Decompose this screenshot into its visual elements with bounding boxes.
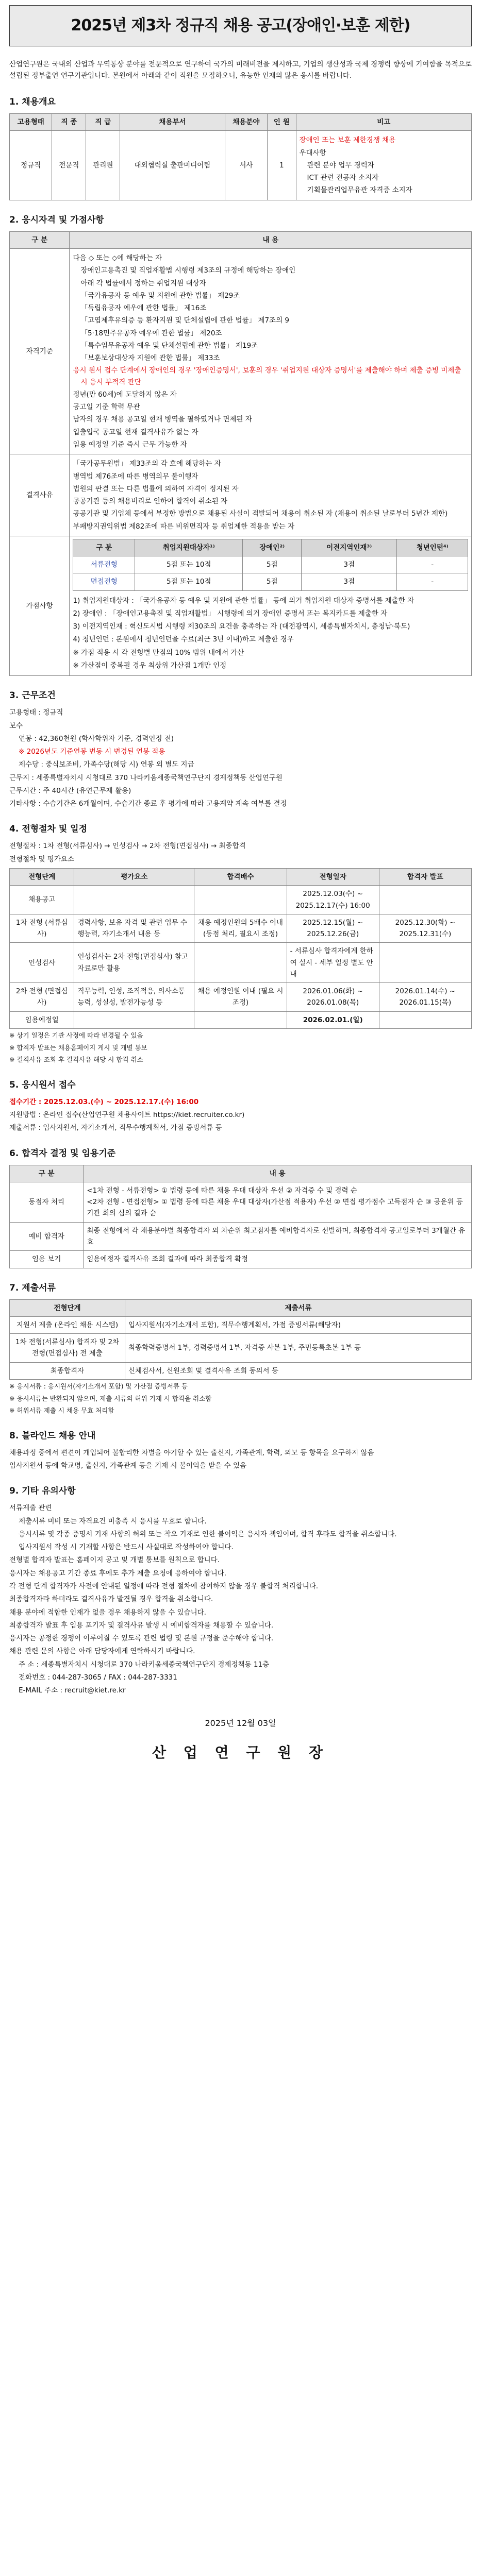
- table-cell: 1: [268, 131, 296, 200]
- table-header: 구 분: [10, 1165, 84, 1182]
- table-header: 전형일자: [287, 868, 379, 885]
- table-cell: 직무능력, 인성, 조직적응, 의사소통능력, 성실성, 발전가능성 등: [74, 983, 194, 1012]
- table-cell: [74, 1011, 194, 1028]
- table-cell: [194, 1011, 287, 1028]
- table-cell: 2025.12.30(화) ~ 2025.12.31(수): [379, 914, 471, 943]
- table-cell: 관리원: [86, 131, 120, 200]
- table-row: [10, 1222, 472, 1251]
- table-cell: 3점: [302, 556, 397, 573]
- section-heading: 5. 응시원서 접수: [9, 1079, 76, 1090]
- table-row: [10, 1316, 472, 1333]
- intro-paragraph: 산업연구원은 국내외 산업과 무역통상 분야를 전문적으로 연구하여 국가의 미래비전을 제시하고, 기업의 생산성과 국제 경쟁력 향상에 기여함을 목적으로 설립된 정부출연 연구기관입니다. 본원에서 아래와 같이 직원을 모집하오니, 유능한 인재의 많은 응시를 바랍니다.: [9, 60, 472, 80]
- table-row: [10, 886, 472, 914]
- table-cell: 면접전형: [73, 573, 135, 590]
- table-header: 직 종: [52, 114, 86, 131]
- list-item: 제출서류 : 입사지원서, 자기소개서, 직무수행계획서, 가점 증빙서류 등: [9, 1124, 222, 1132]
- list-item: 응시서류 및 각종 증명서 기재 사항의 허위 또는 착오 기재로 인한 불이익은 응시자 책임이며, 합격 후라도 합격을 취소합니다.: [19, 1530, 397, 1538]
- table-header: 내 용: [70, 231, 472, 248]
- section-heading: 2. 응시자격 및 가점사항: [9, 214, 104, 225]
- table-cell: 정규직: [10, 131, 52, 200]
- table-cell: 2025.12.03(수) ~ 2025.12.17(수) 16:00: [287, 886, 379, 914]
- table-cell: 서류전형: [73, 556, 135, 573]
- list-item: 제출서류 미비 또는 자격요건 미충족 시 응시를 무효로 합니다.: [19, 1517, 207, 1526]
- table-cell: 최종 전형에서 각 채용분야별 최종합격자 외 차순위 최고점자를 예비합격자로 선발하며, 최종합격자 공고일로부터 3개월간 유효: [84, 1222, 472, 1251]
- table-header: 구 분: [73, 539, 135, 556]
- table-cell: 채용 예정인원 이내 (필요 시 조정): [194, 983, 287, 1012]
- table-header: 청년인턴⁴⁾: [397, 539, 468, 556]
- note-line: ※ 합격자 발표는 채용홈페이지 게시 및 개별 통보: [9, 1043, 147, 1052]
- list-item: ※ 2026년도 기준연봉 변동 시 변경된 연봉 적용: [19, 748, 165, 756]
- remark-item: 우대사항: [299, 148, 326, 157]
- table-cell: 2026.01.06(화) ~ 2026.01.08(목): [287, 983, 379, 1012]
- list-item: 입사지원서 작성 시 기재할 사항은 반드시 사실대로 작성하여야 합니다.: [19, 1543, 234, 1552]
- table-cell: 인성검사: [10, 943, 74, 983]
- table-cell: 2026.01.14(수) ~ 2026.01.15(목): [379, 983, 471, 1012]
- note-line: ※ 상기 일정은 기관 사정에 따라 변경될 수 있음: [9, 1031, 143, 1039]
- list-item: 최종합격자라 하더라도 결격사유가 발견될 경우 합격을 취소합니다.: [9, 1595, 213, 1604]
- note-line: 1) 취업지원대상자 : 「국가유공자 등 예우 및 지원에 관한 법률」 등에 의거 취업지원 대상자 증명서를 제출한 자: [73, 596, 414, 605]
- table-cell: 1차 전형 (서류심사): [10, 914, 74, 943]
- table-cell: 2026.02.01.(일): [287, 1011, 379, 1028]
- table-row: [10, 914, 472, 943]
- list-item: 다음 ◇ 또는 ◇에 해당하는 자: [73, 253, 162, 262]
- list-item: 응시자는 공정한 경쟁이 이루어질 수 있도록 관련 법령 및 본원 규정을 준수해야 합니다.: [9, 1634, 274, 1643]
- list-item: 임용 예정일 기준 즉시 근무 가능한 자: [73, 440, 187, 449]
- table-header: 직 급: [86, 114, 120, 131]
- table-header: 합격배수: [194, 868, 287, 885]
- table-cell: 5점: [243, 556, 302, 573]
- note-line: ※ 결격사유 조회 후 결격사유 해당 시 합격 취소: [9, 1056, 143, 1064]
- table-cell: 채용 예정인원의 5배수 이내 (동점 처리, 필요시 조정): [194, 914, 287, 943]
- table-cell: 서사: [225, 131, 267, 200]
- table-cell: 2차 전형 (면접심사): [10, 983, 74, 1012]
- table-cell: 임용예정자 결격사유 조회 결과에 따라 최종합격 확정: [84, 1251, 472, 1268]
- table-cell: [194, 943, 287, 983]
- list-item: 남자의 경우 채용 공고일 현재 병역을 필하였거나 면제된 자: [73, 415, 252, 424]
- list-item: 병역법 제76조에 따른 병역의무 불이행자: [73, 472, 198, 481]
- table-header: 이전지역인재³⁾: [302, 539, 397, 556]
- bonus-notes: [73, 595, 468, 672]
- table-header: 제출서류: [125, 1299, 472, 1316]
- list-item: 아래 각 법률에서 정하는 취업지원 대상자: [80, 279, 206, 287]
- table-row: [10, 983, 472, 1012]
- table-header: 전형단계: [10, 868, 74, 885]
- table-row: [10, 943, 472, 983]
- note-line: ※ 응시서류 : 응시원서(자기소개서 포함) 및 가산점 증빙서류 등: [9, 1382, 188, 1390]
- list-item: 장애인고용촉진 및 직업재활법 시행령 제3조의 규정에 해당하는 장애인: [80, 266, 296, 275]
- table-header: 전형단계: [10, 1299, 125, 1316]
- table-header: 비고: [296, 114, 471, 131]
- table-cell: 전문직: [52, 131, 86, 200]
- list-item: 연봉 : 42,360천원 (학사학위자 기준, 경력인정 전): [19, 734, 174, 743]
- list-item: 공공기관 및 기업체 등에서 부정한 방법으로 채용된 사실이 적발되어 채용이 취소된 자 (채용이 취소된 날로부터 5년간 제한): [73, 510, 448, 518]
- list-item: 근무지 : 세종특별자치시 시청대로 370 나라키움세종국책연구단지 경제정책동 산업연구원: [9, 773, 283, 782]
- page-title: 2025년 제3차 정규직 채용 공고(장애인·보훈 제한): [9, 5, 472, 46]
- list-item: 입사지원서 등에 학교명, 출신지, 가족관계 등을 기재 시 불이익을 받을 수 있음: [9, 1462, 247, 1470]
- table-cell: 5점: [243, 573, 302, 590]
- recruitment-overview-table: [9, 113, 472, 200]
- table-row: [10, 1182, 472, 1222]
- documents-table: [9, 1299, 472, 1380]
- signature: 산 업 연 구 원 장: [152, 1743, 329, 1761]
- list-item: 입출입국 공고일 현재 결격사유가 없는 자: [73, 428, 198, 436]
- list-item: 기타사항 : 수습기간은 6개월이며, 수습기간 종료 후 평가에 따라 고용계약 계속 여부를 결정: [9, 800, 287, 808]
- table-cell: 경력사항, 보유 자격 및 관련 업무 수행능력, 자기소개서 내용 등: [74, 914, 194, 943]
- list-item: 채용과정 중에서 편견이 개입되어 불합리한 차별을 야기할 수 있는 출신지, 가족관계, 학력, 외모 등 항목을 요구하지 않음: [9, 1448, 374, 1457]
- qualification-table: [9, 231, 472, 676]
- table-header: 고용형태: [10, 114, 52, 131]
- table-cell: 대외협력실 출판미디어팀: [120, 131, 225, 200]
- section-heading: 8. 블라인드 채용 안내: [9, 1430, 96, 1441]
- table-header: 구 분: [10, 231, 70, 248]
- list-item: 「보훈보상대상자 지원에 관한 법률」 제33조: [80, 354, 220, 363]
- table-cell: 채용공고: [10, 886, 74, 914]
- list-item: 부패방지권익위법 제82조에 따른 비위면직자 등 취업제한 적용을 받는 자: [73, 522, 295, 531]
- list-item: 응시 원서 접수 단계에서 장애인의 경우 '장애인증명서', 보훈의 경우 '취업지원 대상자 증명서'를 제출해야 하며 제출 증빙 미제출 시 응시 부적격 판단: [73, 366, 461, 386]
- note-line: ※ 가점 적용 시 각 전형별 만점의 10% 범위 내에서 가산: [73, 648, 244, 657]
- application-info: [9, 1096, 472, 1134]
- list-item: 「국가공무원법」 제33조의 각 호에 해당하는 자: [73, 460, 221, 468]
- table-cell: 동점자 처리: [10, 1182, 84, 1222]
- table-cell: 5점 또는 10점: [135, 556, 243, 573]
- documents-notes: [9, 1381, 472, 1416]
- contact-address: 주 소 : 세종특별자치시 시청대로 370 나라키움세종국책연구단지 경제정책동 11층: [19, 1660, 270, 1669]
- table-cell: <1차 전형 - 서류전형> ① 법령 등에 따른 채용 우대 대상자 우선 ② 자격증 수 및 경력 순 <2차 전형 - 면접전형> ① 법령 등에 따른 채용 우대 대상자(가산점 적용자) 우선 ② 면접 평가점수 고득점자 순 ③ 공운위 등 기관 회의 심의 결과 순: [84, 1182, 472, 1222]
- note-line: 4) 청년인턴 : 본원에서 청년인턴을 수료(최근 3년 이내)하고 제출한 경우: [73, 635, 294, 644]
- remark-item: ICT 관련 전공자 소지자: [307, 174, 379, 182]
- table-cell: 2025.12.15(월) ~ 2025.12.26(금): [287, 914, 379, 943]
- remarks-cell: [296, 131, 471, 200]
- note-line: 2) 장애인 : 「장애인고용촉진 및 직업재활법」 시행령에 의거 장애인 증명서 또는 복지카드를 제출한 자: [73, 609, 388, 618]
- list-item: 정년(만 60세)에 도달하지 않은 자: [73, 390, 177, 399]
- table-cell: - 서류심사 합격자에게 한하여 실시 - 세부 일정 별도 안내: [287, 943, 379, 983]
- table-cell: 예비 합격자: [10, 1222, 84, 1251]
- work-conditions: [9, 707, 472, 809]
- table-header: 인 원: [268, 114, 296, 131]
- schedule-notes: [9, 1030, 472, 1065]
- remark-item: 장애인 또는 보훈 제한경쟁 채용: [299, 136, 396, 145]
- bonus-cell: [70, 536, 472, 675]
- note-line: 3) 이전지역인재 : 혁신도시법 시행령 제30조의 요건을 충족하는 자 (대전광역시, 세종특별자치시, 충청남·북도): [73, 622, 410, 631]
- table-cell: [74, 886, 194, 914]
- row-label: 가점사항: [10, 536, 70, 675]
- list-item: 제수당 : 중식보조비, 가족수당(해당 시) 연봉 외 별도 지급: [19, 760, 194, 769]
- list-item: 「특수임무유공자 예우 및 단체설립에 관한 법률」 제19조: [80, 341, 258, 350]
- table-cell: 임용 보기: [10, 1251, 84, 1268]
- section-heading: 4. 전형절차 및 일정: [9, 824, 87, 835]
- table-header: 취업지원대상자¹⁾: [135, 539, 243, 556]
- note-line: ※ 가산점이 중복될 경우 최상위 가산점 1개만 인정: [73, 661, 227, 670]
- table-cell: 신체검사서, 신원조회 및 결격사유 조회 동의서 등: [125, 1362, 472, 1379]
- list-item: 전형절차 및 평가요소: [9, 855, 74, 863]
- list-item: 응시자는 채용공고 기간 종료 후에도 추가 제출 요청에 응하여야 합니다.: [9, 1569, 227, 1578]
- table-cell: 임용예정일: [10, 1011, 74, 1028]
- other-notes: [9, 1502, 472, 1696]
- list-item: 공공기관 등의 채용비리로 인하여 합격이 취소된 자: [73, 497, 228, 506]
- announcement-date: 2025년 12월 03일: [205, 1718, 276, 1728]
- list-item: 「5·18민주유공자 예우에 관한 법률」 제20조: [80, 329, 222, 337]
- section-heading: 9. 기타 유의사항: [9, 1486, 76, 1497]
- schedule-table: [9, 868, 472, 1029]
- remark-item: 관련 분야 업무 경력자: [307, 161, 374, 170]
- table-header: 평가요소: [74, 868, 194, 885]
- section-heading: 7. 제출서류: [9, 1282, 56, 1293]
- list-item: 보수: [9, 721, 23, 730]
- table-cell: 인성검사는 2차 전형(면접심사) 참고자료로만 활용: [74, 943, 194, 983]
- section-heading: 1. 채용개요: [9, 97, 56, 108]
- blind-recruitment: [9, 1447, 472, 1472]
- list-item: 전형절차 : 1차 전형(서류심사) → 인성검사 → 2차 전형(면접심사) → 최종합격: [9, 842, 246, 851]
- section-heading: 3. 근무조건: [9, 690, 56, 701]
- row-label: 결격사유: [10, 454, 70, 536]
- list-item: 채용 분야에 적합한 인재가 없을 경우 채용하지 않을 수 있습니다.: [9, 1608, 206, 1617]
- list-item: 전형별 합격자 발표는 홈페이지 공고 및 개별 통보를 원칙으로 합니다.: [9, 1556, 220, 1565]
- list-item: 최종합격자 발표 후 임용 포기자 및 결격사유 발생 시 예비합격자를 채용할 수 있습니다.: [9, 1621, 274, 1630]
- table-cell: 1차 전형(서류심사) 합격자 및 2차 전형(면접심사) 전 제출: [10, 1334, 125, 1363]
- table-cell: 최종합격자: [10, 1362, 125, 1379]
- list-item: 「국가유공자 등 예우 및 지원에 관한 법률」 제29조: [80, 291, 240, 300]
- table-cell: 5점 또는 10점: [135, 573, 243, 590]
- bonus-table: [73, 539, 468, 591]
- list-item: 각 전형 단계 합격자가 사전에 안내된 일정에 따라 전형 절차에 참여하지 않을 경우 불합격 처리합니다.: [9, 1582, 319, 1590]
- table-header: 채용부서: [120, 114, 225, 131]
- table-cell: 지원서 제출 (온라인 채용 시스템): [10, 1316, 125, 1333]
- list-item: 법원의 판결 또는 다른 법률에 의하여 자격이 정지된 자: [73, 484, 239, 493]
- selection-process: [9, 840, 472, 865]
- disqualification-cell: [70, 454, 472, 536]
- table-cell: 3점: [302, 573, 397, 590]
- qualification-cell: [70, 248, 472, 454]
- table-cell: [379, 886, 471, 914]
- list-item: 서류제출 관련: [9, 1504, 52, 1513]
- contact-email[interactable]: E-MAIL 주소 : recruit@kiet.re.kr: [19, 1686, 126, 1695]
- list-item: 공고일 기준 학력 무관: [73, 403, 140, 412]
- table-cell: 최종학력증명서 1부, 경력증명서 1부, 자격증 사본 1부, 주민등록초본 1부 등: [125, 1334, 472, 1363]
- table-row: [10, 1362, 472, 1379]
- table-cell: -: [397, 573, 468, 590]
- contact-phone: 전화번호 : 044-287-3065 / FAX : 044-287-3331: [19, 1673, 177, 1682]
- list-item: 고용형태 : 정규직: [9, 708, 63, 717]
- list-item: 「고엽제후유의증 등 환자지원 및 단체설립에 관한 법률」 제7조의 9: [80, 316, 290, 325]
- table-header: 장애인²⁾: [243, 539, 302, 556]
- table-row: [10, 1011, 472, 1028]
- note-line: ※ 응시서류는 반환되지 않으며, 제출 서류의 허위 기재 시 합격을 취소함: [9, 1394, 212, 1402]
- table-header: 합격자 발표: [379, 868, 471, 885]
- decision-table: [9, 1165, 472, 1268]
- list-item: 채용 관련 문의 사항은 아래 담당자에게 연락하시기 바랍니다.: [9, 1647, 195, 1656]
- note-line: ※ 허위서류 제출 시 채용 무효 처리함: [9, 1406, 114, 1415]
- table-header: 내 용: [84, 1165, 472, 1182]
- table-cell: [379, 1011, 471, 1028]
- list-item: 근무시간 : 주 40시간 (유연근무제 활용): [9, 786, 131, 795]
- table-cell: [379, 943, 471, 983]
- row-label: 자격기준: [10, 248, 70, 454]
- table-row: [10, 1334, 472, 1363]
- list-item: 「독립유공자 예우에 관한 법률」 제16조: [80, 304, 207, 313]
- table-row: [10, 1251, 472, 1268]
- remark-item: 기획물관리업무유관 자격증 소지자: [307, 186, 412, 195]
- table-cell: -: [397, 556, 468, 573]
- list-item: 지원방법 : 온라인 접수(산업연구원 채용사이트 https://kiet.recruiter.co.kr): [9, 1111, 245, 1120]
- announcement-page: [0, 5, 481, 1765]
- section-heading: 6. 합격자 결정 및 임용기준: [9, 1148, 116, 1159]
- table-cell: 입사지원서(자기소개서 포함), 직무수행계획서, 가점 증빙서류(해당자): [125, 1316, 472, 1333]
- list-item: 접수기간 : 2025.12.03.(수) ~ 2025.12.17.(수) 16:00: [9, 1097, 199, 1106]
- table-cell: [194, 886, 287, 914]
- table-header: 채용분야: [225, 114, 267, 131]
